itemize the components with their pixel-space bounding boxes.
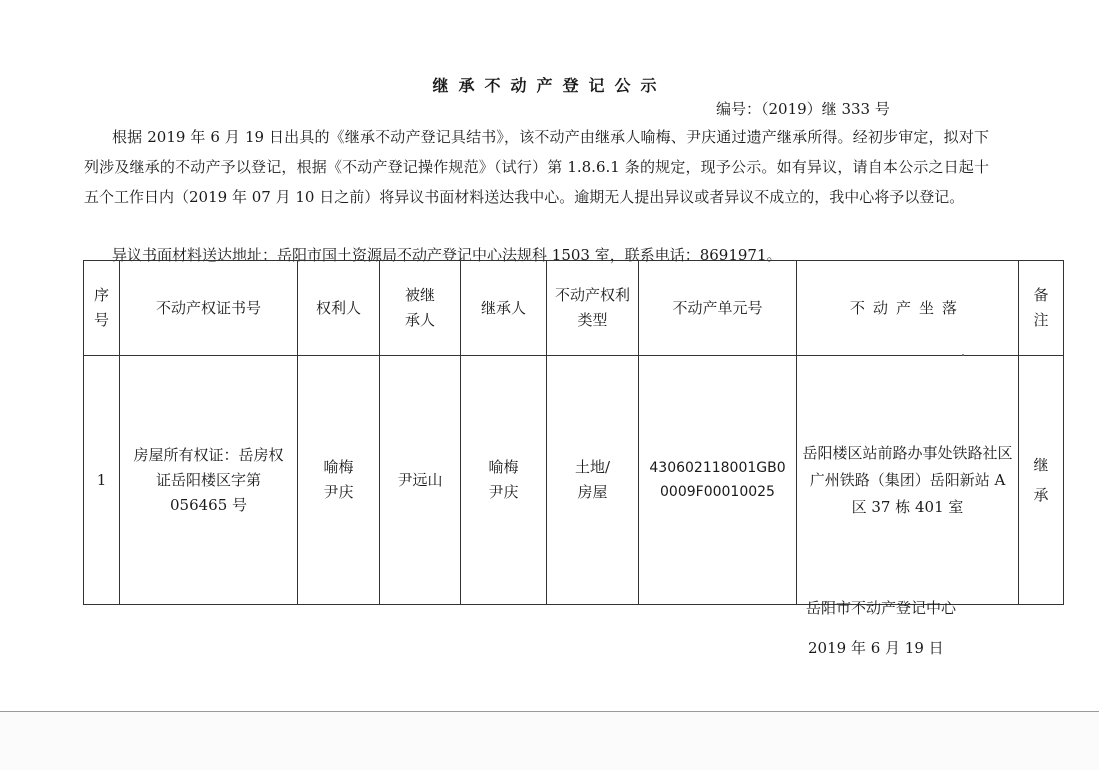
header-certificate: 不动产权证书号 — [120, 261, 298, 356]
scan-edge-line — [0, 711, 1099, 712]
issue-date: 2019 年 6 月 19 日 — [808, 639, 944, 657]
notice-body-paragraph: 根据 2019 年 6 月 19 日出具的《继承不动产登记具结书》，该不动产由继承人喻梅、尹庆通过遗产继承所得。经初步审定，拟对下列涉及继承的不动产予以登记，根据《不动产登记操作规范》（试行）第 1.8.6.1 条的规定，现予公示。如有异议，请自本公示之日起十五个工作日内（2019 年 07 月 10 日之前）将异议书面材料送达我中心。逾期无人提出异议或者异议不成立的，我中心将予以登记。 — [84, 128, 989, 206]
header-location: 不动产坐落 — [797, 261, 1019, 356]
property-table — [83, 260, 1064, 605]
header-right-type: 不动产权利类型 — [547, 261, 639, 356]
header-remark: 备注 — [1019, 261, 1064, 356]
header-holder: 权利人 — [298, 261, 380, 356]
scan-bottom-margin — [0, 712, 1099, 770]
cell-unit-number: 430602118001GB00009F00010025 — [639, 356, 797, 605]
header-heir: 继承人 — [461, 261, 547, 356]
header-seq: 序号 — [84, 261, 120, 356]
table-header-row — [84, 261, 1064, 356]
document-number: 编号：（2019）继 333 号 — [716, 100, 890, 118]
cell-deceased: 尹远山 — [380, 356, 461, 605]
objection-address-line: 异议书面材料送达地址：岳阳市国土资源局不动产登记中心法规科 1503 室，联系电话：8691971。 — [112, 246, 782, 264]
cell-holder: 喻梅尹庆 — [298, 356, 380, 605]
cell-seq: 1 — [84, 356, 120, 605]
scan-speck — [962, 354, 964, 356]
cell-remark: 继承 — [1019, 356, 1064, 605]
cell-location: 岳阳楼区站前路办事处铁路社区广州铁路（集团）岳阳新站 A 区 37 栋 401 室 — [797, 356, 1019, 605]
table-row — [84, 356, 1064, 605]
cell-heir: 喻梅尹庆 — [461, 356, 547, 605]
header-unit-number: 不动产单元号 — [639, 261, 797, 356]
cell-right-type: 土地/房屋 — [547, 356, 639, 605]
issuer-signature: 岳阳市不动产登记中心 — [806, 599, 957, 617]
notice-title: 继承不动产登记公示 — [432, 76, 667, 95]
header-deceased: 被继承人 — [380, 261, 461, 356]
cell-certificate: 房屋所有权证：岳房权证岳阳楼区字第 056465 号 — [120, 356, 298, 605]
